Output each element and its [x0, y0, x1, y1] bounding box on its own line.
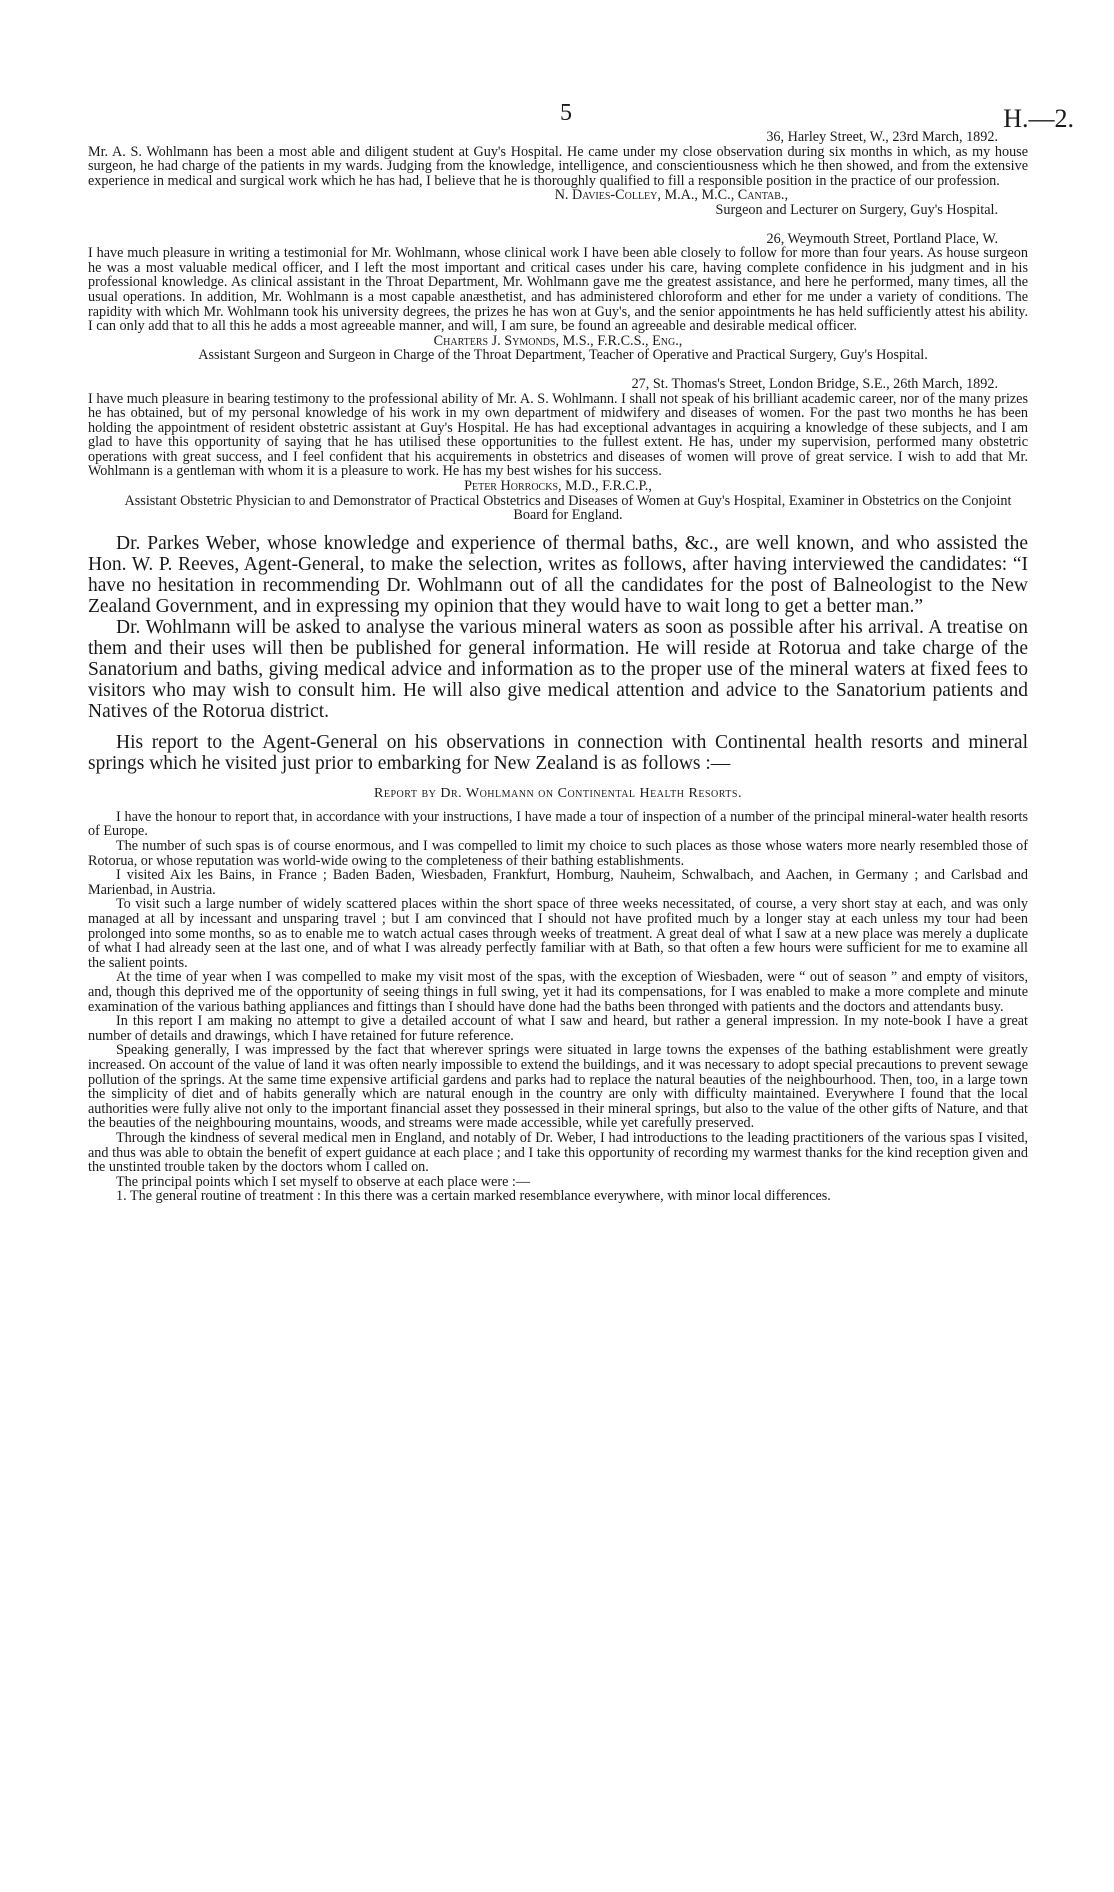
- report-paragraph: In this report I am making no attempt to give a detailed account of what I saw and heard, but rather a general impression. In my note-book I have a great number of details and drawings, which I have retained for future reference.: [88, 1013, 1028, 1044]
- report-paragraph: 1. The general routine of treatment : In this there was a certain marked resemblance everywhere, with minor local differences.: [116, 1188, 831, 1205]
- report-heading: Report by Dr. Wohlmann on Continental Health Resorts.: [374, 785, 742, 801]
- testimonial-title: Assistant Obstetric Physician to and Demonstrator of Practical Obstetrics and Diseases of Women at Guy's Hospital, Examiner in Obstetrics on the Conjoint Board for England.: [124, 492, 1012, 524]
- paragraph: His report to the Agent-General on his observations in connection with Continental health resorts and mineral springs which he visited just prior to embarking for New Zealand is as follows :—: [88, 731, 1028, 774]
- testimonial-title: Surgeon and Lecturer on Surgery, Guy's Hospital.: [715, 201, 998, 218]
- testimonial-signature: N. Davies-Colley, M.A., M.C., Cantab.,: [554, 187, 788, 204]
- testimonial-body: Mr. A. S. Wohlmann has been a most able and diligent student at Guy's Hospital. He came under my close observation during six months in which, as my house surgeon, he had charge of the patients in my wards. Judging from the knowledge, intelligence, and conscientiousness which he then showed, and from the extensive experience in medical and surgical work which he has had, I believe that he is thoroughly qualified to fill a responsible position in the practice of our profession.: [88, 143, 1028, 189]
- main-text: [88, 533, 1028, 774]
- report-paragraph: Speaking generally, I was impressed by the fact that wherever springs were situated in large towns the expenses of the bathing establishment were greatly increased. On account of the value of land it was often nearly impossible to extend the buildings, and it was necessary to adopt special precautions to prevent sewage pollution of the springs. At the same time expensive artificial gardens and parks had to replace the natural beauties of the neighbourhood. Then, too, in a large town the simplicity of diet and of habits generally which are natural enough in the country are only with difficulty maintained. Everywhere I found that the local authorities were fully alive not only to the important financial asset they possessed in their mineral springs, but also to the value of the other gifts of Nature, and that the beauties of the neighbouring mountains, woods, and streams were made accessible, while yet carefully preserved.: [88, 1042, 1028, 1132]
- paragraph: Dr. Wohlmann will be asked to analyse the various mineral waters as soon as possible after his arrival. A treatise on them and their uses will then be published for general information. He will reside at Rotorua and take charge of the Sanatorium and baths, giving medical advice and information as to the proper use of the mineral waters at fixed fees to visitors who may wish to consult him. He will also give medical attention and advice to the Sanatorium patients and Natives of the Rotorua district.: [88, 616, 1028, 722]
- report-paragraph: The principal points which I set myself to observe at each place were :—: [116, 1173, 531, 1190]
- testimonial-signature: Peter Horrocks, M.D., F.R.C.P.,: [464, 478, 652, 495]
- testimonial-address: 36, Harley Street, W., 23rd March, 1892.: [766, 129, 998, 145]
- testimonial-address: 26, Weymouth Street, Portland Place, W.: [766, 230, 998, 247]
- page-number: 5: [560, 100, 572, 126]
- testimonial-title: Assistant Surgeon and Surgeon in Charge of the Throat Department, Teacher of Operative and Practical Surgery, Guy's Hospital.: [198, 347, 928, 364]
- report-body: [88, 810, 1028, 1204]
- report-paragraph: I visited Aix les Bains, in France ; Baden Baden, Wiesbaden, Frankfurt, Homburg, Nauheim, Schwalbach, and Aachen, in Germany ; and Carlsbad and Marienbad, in Austria.: [88, 867, 1028, 898]
- testimonial-3: [88, 377, 1028, 523]
- report-paragraph: Through the kindness of several medical men in England, and notably of Dr. Weber, I had introductions to the leading practitioners of the various spas I visited, and thus was able to obtain the benefit of expert guidance at each place ; and I take this opportunity of recording my warmest thanks for the kind reception given and the unstinted trouble taken by the doctors whom I called on.: [88, 1129, 1028, 1176]
- testimonial-signature: Charters J. Symonds, M.S., F.R.C.S., Eng.,: [433, 332, 683, 349]
- report-paragraph: To visit such a large number of widely scattered places within the short space of three weeks necessitated, of course, a very short stay at each, and was only managed at all by incessant and unsparing travel ; but I am convinced that I should not have profited much by a longer stay at each unless my tour had been prolonged into some months, so as to enable me to watch actual cases through weeks of treatment. A great deal of what I saw at a new place was merely a duplicate of what I had already seen at the last one, and of what I was already perfectly familiar with at Bath, so that often a few hours were sufficient for me to examine all the salient points.: [88, 896, 1028, 971]
- testimonial-body: I have much pleasure in bearing testimony to the professional ability of Mr. A. S. Wohlmann. I shall not speak of his brilliant academic career, nor of the many prizes he has obtained, but of my personal knowledge of his work in my own department of midwifery and diseases of women. For the past two months he has been holding the appointment of resident obstetric assistant at Guy's Hospital. He has had exceptional advantages in acquiring a knowledge of these subjects, and I am glad to have this opportunity of saying that he has utilised these opportunities to the fullest extent. He has, under my supervision, performed many obstetric operations with great success, and I feel confident that his acquirements in obstetrics and diseases of women will prove of great service. I wish to add that Mr. Wohlmann is a gentleman with whom it is a pleasure to work. He has my best wishes for his success.: [88, 390, 1028, 480]
- report-paragraph: At the time of year when I was compelled to make my visit most of the spas, with the exception of Wiesbaden, were “ out of season ” and empty of visitors, and, though this deprived me of the opportunity of seeing things in full swing, yet it had its compensations, for I was enabled to make a more complete and minute examination of the various bathing appliances and fittings than I should have done had the baths been thronged with patients and the doctors and attendants busy.: [88, 969, 1028, 1015]
- paragraph: Dr. Parkes Weber, whose knowledge and experience of thermal baths, &c., are well known, and who assisted the Hon. W. P. Reeves, Agent-General, to make the selection, writes as follows, after having interviewed the candidates: “I have no hesitation in recommending Dr. Wohlmann out of all the candidates for the post of Balneologist to the New Zealand Government, and in expressing my opinion that they would have to wait long to get a better man.”: [88, 532, 1028, 617]
- testimonial-address: 27, St. Thomas's Street, London Bridge, S.E., 26th March, 1892.: [631, 375, 998, 392]
- testimonial-body: I have much pleasure in writing a testimonial for Mr. Wohlmann, whose clinical work I have been able closely to follow for more than four years. As house surgeon he was a most valuable medical officer, and I left the most important and critical cases under his care, having complete confidence in his judgment and in his professional knowledge. As clinical assistant in the Throat Department, Mr. Wohlmann gave me the greatest assistance, and here he performed, many times, all the usual operations. In addition, Mr. Wohlmann is a most capable anæsthetist, and has administered chloroform and ether for me under a variety of conditions. The rapidity with which Mr. Wohlmann took his university degrees, the prizes he has won at Guy's, and the senior appointments he has held sufficiently attest his ability. I can only add that to all this he adds a most agreeable manner, and will, I am sure, be found an agreeable and desirable medical officer.: [88, 245, 1028, 335]
- testimonial-1: [88, 130, 1028, 218]
- report-paragraph: The number of such spas is of course enormous, and I was compelled to limit my choice to such places as those whose waters more nearly resembled those of Rotorua, or whose reputation was world-wide owing to the completeness of their bathing establishments.: [88, 838, 1028, 869]
- document-reference: H.—2.: [1003, 104, 1074, 133]
- report-paragraph: I have the honour to report that, in accordance with your instructions, I have made a tour of inspection of a number of the principal mineral-water health resorts of Europe.: [88, 808, 1028, 840]
- page-content: [88, 100, 1028, 1204]
- testimonial-2: [88, 232, 1028, 363]
